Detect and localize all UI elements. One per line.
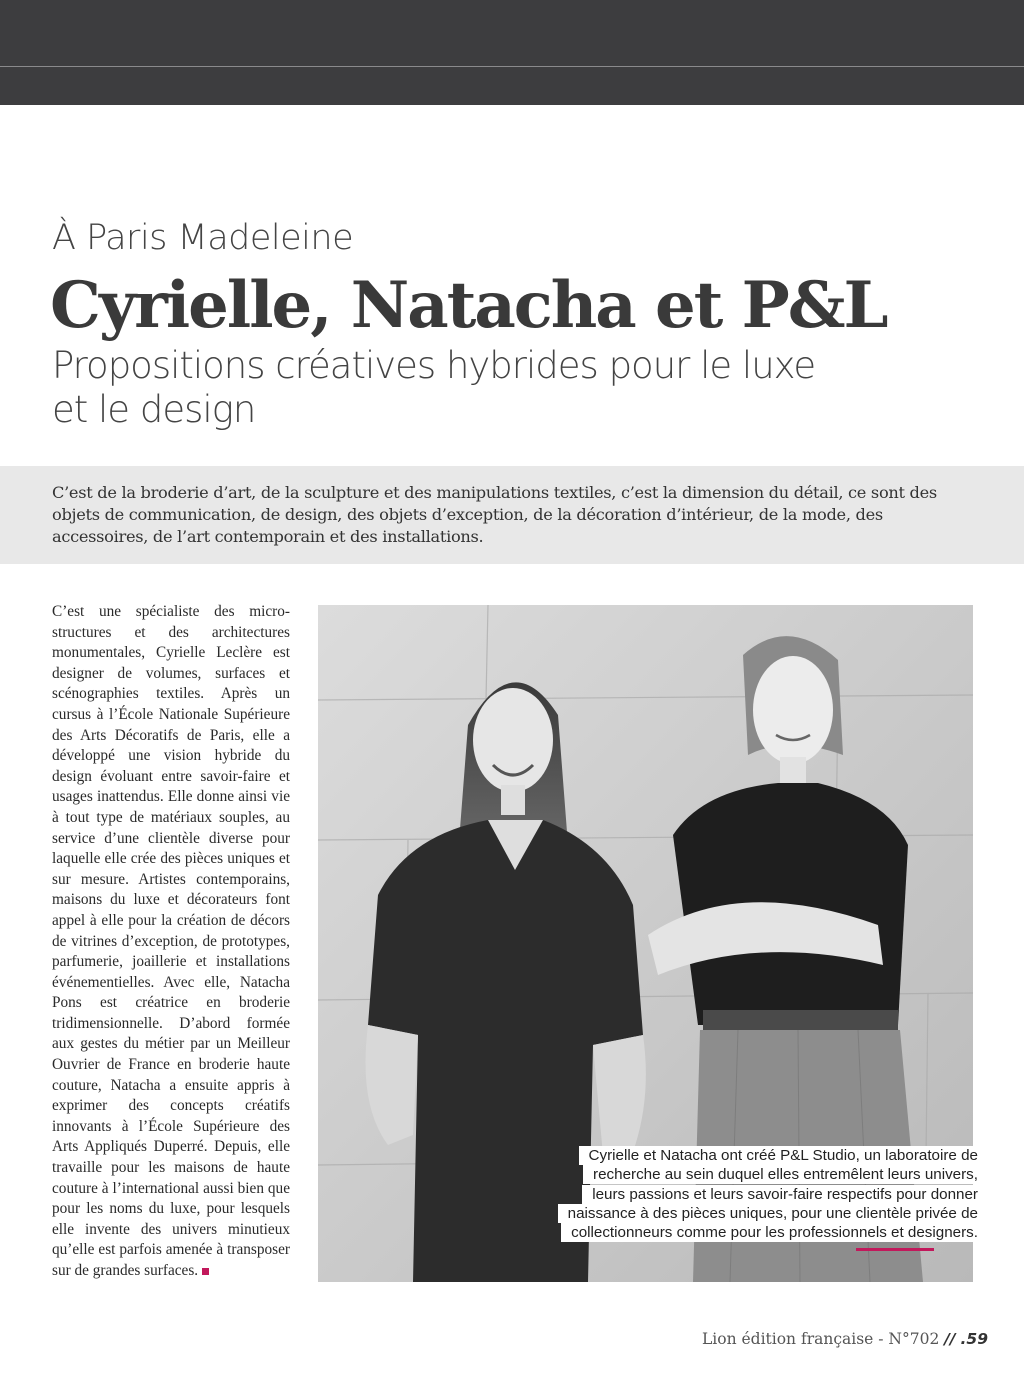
banner-rule — [0, 66, 1024, 67]
body-column — [52, 602, 290, 1282]
page-footer — [702, 1330, 988, 1348]
article-kicker: À Paris Madeleine — [52, 218, 354, 258]
caption-accent-bar — [856, 1248, 934, 1251]
footer-separator: // — [944, 1330, 956, 1348]
caption-line: Cyrielle et Natacha ont créé P&L Studio, un laboratoire de — [579, 1146, 988, 1165]
caption-line: leurs passions et leurs savoir-faire respectifs pour donner — [582, 1185, 988, 1204]
article-subtitle: Propositions créatives hybrides pour le luxe et le design — [52, 344, 816, 431]
caption-line: collectionneurs comme pour les professionnels et designers. — [561, 1223, 988, 1242]
top-banner — [0, 0, 1024, 105]
article-title: Cyrielle, Natacha et P&L — [50, 268, 887, 343]
caption-line: naissance à des pièces uniques, pour une clientèle privée de — [558, 1204, 988, 1223]
photo-caption — [538, 1146, 988, 1242]
caption-line: recherche au sein duquel elles entremêlent leurs univers, — [583, 1165, 988, 1184]
lead-paragraph: C’est de la broderie d’art, de la sculpture et des manipulations textiles, c’est la dimension du détail, ce sont des objets de communication, de design, des objets d’exception, de la décoration d’intérieur, de la mode, des accessoires, de l’art contemporain et des installations. — [52, 483, 937, 546]
page-number: .59 — [960, 1330, 988, 1348]
body-paragraph: C’est une spécialiste des micro-structures et des architectures monumentales, Cyrielle Leclère est designer de volumes, surfaces et scénographies textiles. Après un cursus à l’École Nationale Supérieure des Arts Décoratifs de Paris, elle a développé une vision hybride du design évoluant entre savoir-faire et usages inattendus. Elle donne ainsi vie à tout type de matériaux souples, au service d’une clientèle diverse pour laquelle elle crée des pièces uniques et sur mesure. Artistes contemporains, maisons du luxe et décorateurs font appel à elle pour la création de décors de vitrines d’exception, de prototypes, parfumerie, joaillerie et installations événementielles. Avec elle, Natacha Pons est créatrice en broderie tridimensionnelle. D’abord formée aux gestes du métier par un Meilleur Ouvrier de France en broderie haute couture, Natacha a ensuite appris à exprimer des concepts créatifs innovants à l’École Supérieure des Arts Appliqués Duperré. Depuis, elle travaille pour les maisons de haute couture à l’international aussi bien que pour les noms du luxe, pour lesquels elle invente des univers minutieux qu’elle est parfois amenée à transposer sur de grandes surfaces. — [52, 603, 290, 1279]
lead-band — [0, 466, 1024, 564]
publication-name: Lion édition française - N°702 — [701, 1330, 940, 1348]
end-mark-icon — [202, 1268, 209, 1275]
